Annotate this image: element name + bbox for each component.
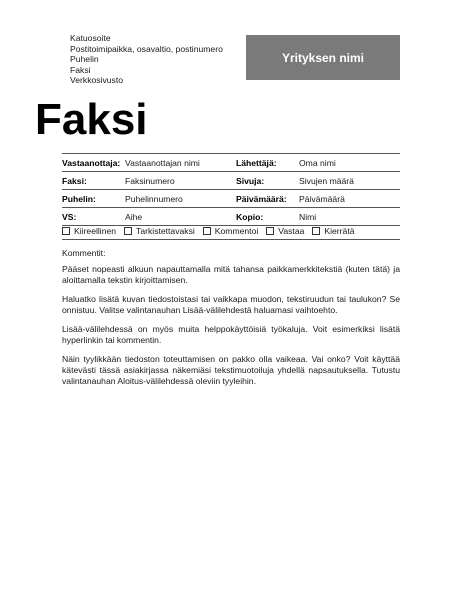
cc-value[interactable]: Nimi [299,208,400,226]
checkbox-icon[interactable] [124,227,132,235]
checkbox-row [62,222,400,240]
table-row [62,172,400,190]
table-row [62,190,400,208]
checkbox-label: Kiireellinen [74,225,117,236]
fax-header-table [62,153,400,226]
to-value[interactable]: Vastaanottajan nimi [125,154,236,172]
checkbox-icon[interactable] [312,227,320,235]
body-paragraph-1[interactable]: Pääset nopeasti alkuun napauttamalla mitä tahansa paikkamerkkitekstiä (kuten tätä) ja aloittamalla tekstin kirjoittamisen. [62,263,400,285]
checkbox-review[interactable] [124,226,195,236]
sender-website[interactable]: Verkkosivusto [70,75,124,86]
checkbox-label: Tarkistettavaksi [136,225,195,236]
sender-fax[interactable]: Faksi [70,64,91,75]
company-name: Yrityksen nimi [281,50,365,65]
comments-section [62,248,400,395]
fax-label: Faksi: [62,172,125,190]
body-paragraph-3[interactable]: Lisää-välilehdessä on myös muita helppokäyttöisiä työkaluja. Voit esimerkiksi lisätä hyperlinkin tai kommentin. [62,323,400,345]
phone-label: Puhelin: [62,190,125,208]
checkbox-label: Kierrätä [324,225,355,236]
cc-label: Kopio: [236,208,299,226]
sender-address-block [70,33,223,86]
date-value[interactable]: Päivämäärä [299,190,400,208]
pages-label: Sivuja: [236,172,299,190]
to-label: Vastaanottaja: [62,154,125,172]
comments-label: Kommentit: [62,248,106,258]
checkbox-icon[interactable] [266,227,274,235]
re-label: VS: [62,208,125,226]
re-value[interactable]: Aihe [125,208,236,226]
checkbox-reply[interactable] [266,226,304,236]
table-row [62,154,400,172]
checkbox-urgent[interactable] [62,226,116,236]
document-title: Faksi [35,95,148,144]
sender-phone[interactable]: Puhelin [70,54,99,65]
from-label: Lähettäjä: [236,154,299,172]
body-paragraph-2[interactable]: Haluatko lisätä kuvan tiedostoistasi tai vaikkapa muodon, tekstiruudun tai taulukon? Se onnistuu. Valitse valintanauhan Lisää-välilehdestä haluamasi vaihtoehto. [62,293,400,315]
checkbox-label: Vastaa [278,225,305,236]
from-value[interactable]: Oma nimi [299,154,400,172]
street-address[interactable]: Katuosoite [70,33,111,43]
postal-address[interactable]: Postitoimipaikka, osavaltio, postinumero [70,43,223,54]
checkbox-comment[interactable] [203,226,258,236]
company-name-box[interactable] [246,35,400,80]
checkbox-recycle[interactable] [312,226,354,236]
checkbox-icon[interactable] [203,227,211,235]
fax-value[interactable]: Faksinumero [125,172,236,190]
pages-value[interactable]: Sivujen määrä [299,172,400,190]
checkbox-label: Kommentoi [214,225,259,236]
date-label: Päivämäärä: [236,190,299,208]
checkbox-icon[interactable] [62,227,70,235]
phone-value[interactable]: Puhelinnumero [125,190,236,208]
body-paragraph-4[interactable]: Näin tyylikkään tiedoston toteuttamisen on pakko olla vaikeaa. Vai onko? Voit käyttää kätevästi tässä asiakirjassa näkemiäsi tekstimuotoiluja yhdellä napsautuksella. Tutustu valintanauhan Aloitus-välilehdessä oleviin tyyleihin. [62,354,400,386]
